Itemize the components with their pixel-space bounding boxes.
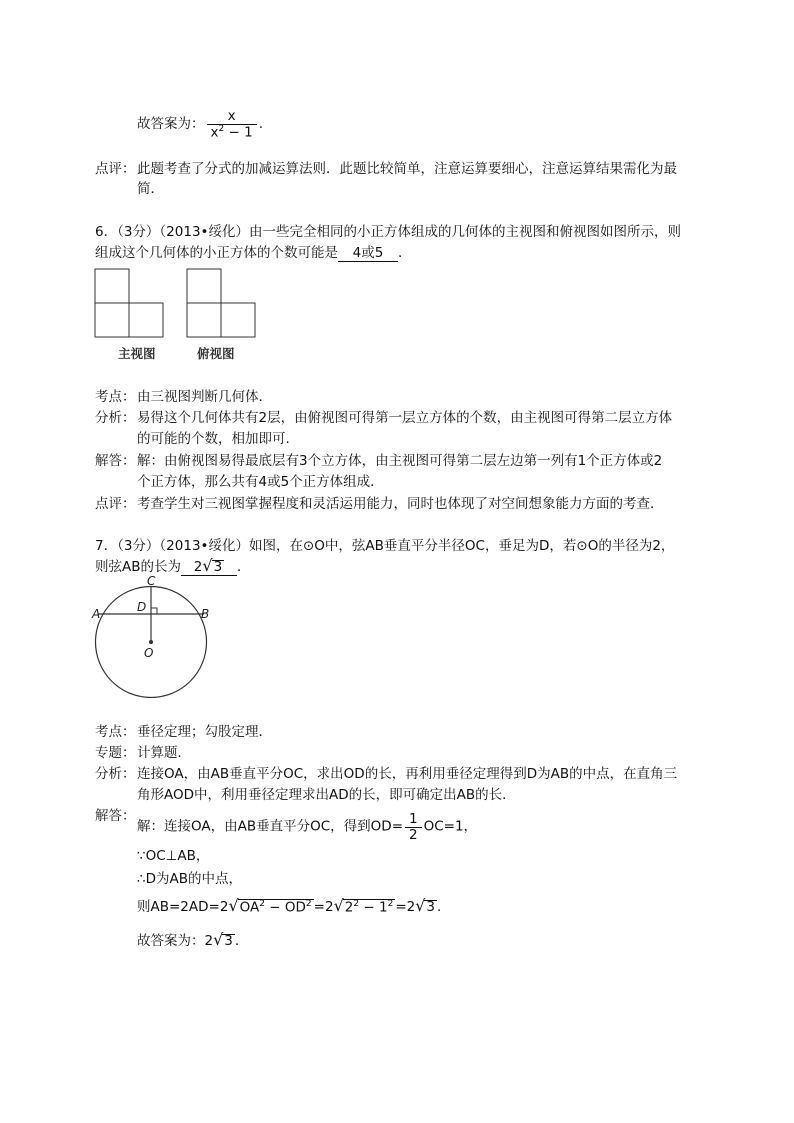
q7-kaodian-label: 考点： — [95, 724, 136, 740]
q5-comment-label: 点评： — [95, 161, 136, 177]
q6-views-figure — [90, 265, 270, 365]
q6-fenxi-label: 分析： — [95, 410, 136, 426]
q6-fenxi-line1: 易得这个几何体共有2层，由俯视图可得第一层立方体的个数，由主视图可得第二层立方体 — [137, 410, 673, 426]
label-c: C — [147, 574, 156, 588]
q6-fenxi-line2: 的可能的个数，相加即可． — [137, 431, 299, 447]
q6-pingdian: 考查学生对三视图掌握程度和灵活运用能力，同时也体现了对空间想象能力方面的考查． — [137, 496, 664, 512]
q5-comment-line1: 此题考查了分式的加减运算法则．此题比较简单，注意运算要细心，注意运算结果需化为最 — [137, 161, 677, 177]
q6-jieda-line1: 解：由俯视图易得最底层有3个立方体，由主视图可得第二层左边第一列有1个正方体或2 — [137, 453, 663, 469]
q7-step2: ∵OC⊥AB， — [137, 848, 210, 864]
q6-stem-line2: 组成这个几何体的小正方体的个数可能是 4或5 ． — [95, 245, 412, 261]
label-a: A — [92, 607, 101, 621]
q7-step4: 则$AB=2AD=2√OA^2 - OD^2 =2√2^2 - 1^2 =2√3$ . — [137, 896, 442, 915]
q6-jieda-label: 解答： — [95, 453, 136, 469]
q7-fenxi-line2: 角形AOD中，利用垂径定理求出AD的长，即可确定出AB的长． — [137, 787, 516, 803]
label-o: O — [144, 646, 154, 660]
center-point — [149, 640, 153, 644]
q7-fenxi-label: 分析： — [95, 766, 136, 782]
q5-comment-line2: 简． — [137, 181, 164, 197]
q7-step4-radical1: $OA^2 - OD^2$ — [239, 898, 312, 915]
q5-answer-line: 故答案为： $\frac{x}{x^2 - 1}$ . — [137, 108, 264, 141]
q6-pingdian-label: 点评： — [95, 496, 136, 512]
q7-zhuanti-label: 专题： — [95, 745, 136, 761]
q6-kaodian: 由三视图判断几何体． — [137, 389, 272, 405]
q7-fenxi-line1: 连接OA，由AB垂直平分OC，求出OD的长，再利用垂径定理得到D为AB的中点，在直角三 — [137, 766, 678, 782]
q6-stem-line1: 6．（3分）（2013•绥化）由一些完全相同的小正方体组成的几何体的主视图和俯视图如图所示，则 — [95, 224, 681, 240]
q5-frac-denominator: $x^2 - 1$ — [210, 123, 253, 141]
q5-answer-prefix: 故答案为： — [137, 115, 205, 132]
top-view-caption: 俯视图 — [197, 346, 235, 361]
q7-step1-fraction: $\frac{1}{2}$ — [405, 812, 422, 843]
q7-jieda-label: 解答： — [95, 808, 136, 824]
q6-kaodian-label: 考点： — [95, 389, 136, 405]
q7-answer-blank: 2√3 — [181, 558, 237, 576]
top-view-drawing — [187, 269, 255, 337]
front-view-drawing — [95, 269, 163, 337]
right-angle-mark — [151, 608, 157, 614]
label-d: D — [137, 600, 147, 614]
q7-stem-line2: 则弦AB的长为 2√3 ． — [95, 556, 251, 575]
q7-step4-radical2: $2^2 - 1^2$ — [344, 898, 394, 915]
q7-step1: 解：连接OA，由AB垂直平分OC，得到OD= $\frac{1}{2}$ OC=1， — [137, 811, 478, 843]
q6-jieda-line2: 个正方体，那么共有4或5个正方体组成． — [137, 474, 384, 490]
label-b: B — [201, 607, 210, 621]
q6-answer-blank: 4或5 — [338, 247, 398, 262]
q7-stem-line1: 7．（3分）（2013•绥化）如图，在⊙O中，弦AB垂直平分半径OC，垂足为D，若⊙O的半径为2， — [95, 538, 675, 554]
q7-circle-figure — [90, 573, 215, 698]
q7-step3: ∴D为AB的中点， — [137, 871, 242, 887]
q5-answer-fraction — [207, 109, 257, 140]
q7-zhuanti: 计算题． — [137, 745, 191, 761]
q7-final-answer: 故答案为：2√3 . — [137, 930, 240, 949]
q7-kaodian: 垂径定理；勾股定理． — [137, 724, 272, 740]
front-view-caption: 主视图 — [118, 346, 156, 361]
q5-frac-numerator: x — [207, 109, 257, 125]
